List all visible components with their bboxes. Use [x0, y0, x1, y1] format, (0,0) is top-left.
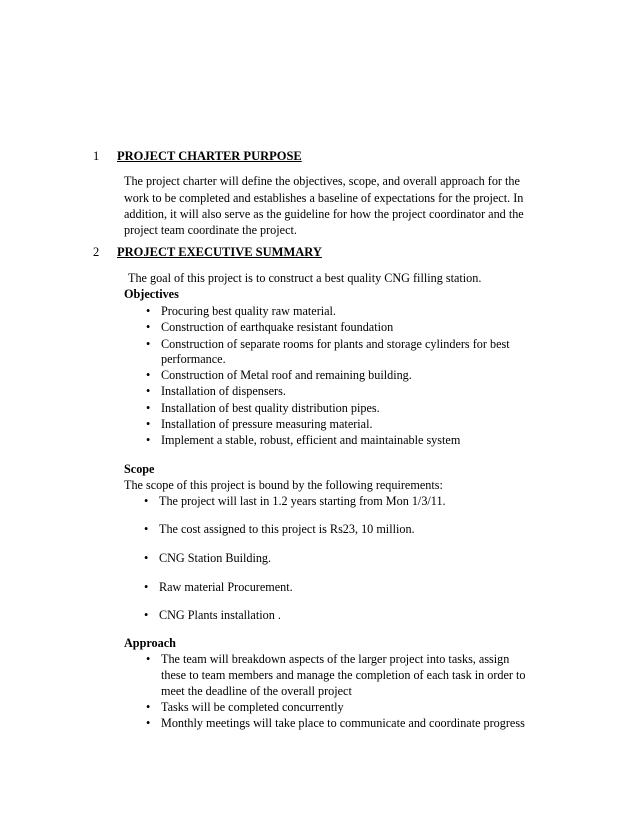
bullet-icon: • — [144, 580, 149, 594]
approach-heading: Approach — [124, 636, 176, 650]
bullet-icon: • — [146, 368, 151, 382]
bullet-icon: • — [146, 384, 151, 398]
bullet-icon: • — [146, 716, 151, 730]
bullet-icon: • — [146, 337, 151, 351]
bullet-icon: • — [144, 494, 149, 508]
section-1-line-4: project team coordinate the project. — [124, 223, 297, 237]
section-1-heading: PROJECT CHARTER PURPOSE — [117, 149, 302, 163]
bullet-icon: • — [146, 700, 151, 714]
bullet-icon: • — [146, 401, 151, 415]
goal-text: The goal of this project is to construct a best quality CNG filling station. — [128, 271, 482, 285]
bullet-icon: • — [146, 433, 151, 447]
bullet-icon: • — [146, 417, 151, 431]
approach-continuation: these to team members and manage the completion of each task in order to — [161, 668, 526, 682]
document-page: 1 PROJECT CHARTER PURPOSE The project charter will define the objectives, scope, and overall approach for the work to be completed and establishes a baseline of expectations for the project. In addition, it will also serve as the guideline for how the project coordinator and the project team coordinate the project. 2 PROJECT EXECUTIVE SUMMARY The goal of this project is to construct a best quality CNG filling station. Objectives • Procuring best quality raw material. • Construction of earthquake resistant foundation • Construction of separate rooms for plants and storage cylinders for best performance. • Construction of Metal roof and remaining building. • Installation of dispensers. • Installation of best quality distribution pipes. • Installation of pressure measuring material. • Implement a stable, robust, efficient and maintainable system Scope The scope of this project is bound by the following requirements: • The project will last in 1.2 years starting from Mon 1/3/11. • The cost assigned to this project is Rs23, 10 million. • CNG Station Building. • Raw material Procurement. • CNG Plants installation . Approach • The team will breakdown aspects of the larger project into tasks, assign these to team members and manage the completion of each task in order to meet the deadline of the overall project • Tasks will be completed concurrently • Monthly meetings will take place to communicate and coordinate progress — [93, 149, 526, 730]
objectives-heading: Objectives — [124, 287, 179, 301]
bullet-icon: • — [146, 304, 151, 318]
scope-heading: Scope — [124, 462, 155, 476]
approach-continuation: meet the deadline of the overall project — [161, 684, 352, 698]
scope-intro: The scope of this project is bound by the following requirements: — [124, 478, 443, 492]
bullet-icon: • — [144, 551, 149, 565]
section-1-line-1: The project charter will define the objectives, scope, and overall approach for the — [124, 174, 520, 188]
bullet-icon: • — [146, 652, 151, 666]
section-1-line-2: work to be completed and establishes a baseline of expectations for the project. In — [124, 191, 524, 205]
objective-continuation: performance. — [161, 352, 226, 366]
bullet-icon: • — [144, 608, 149, 622]
bullet-icon: • — [146, 320, 151, 334]
bullet-icon: • — [144, 522, 149, 536]
section-2-heading: PROJECT EXECUTIVE SUMMARY — [117, 245, 322, 259]
section-1-line-3: addition, it will also serve as the guideline for how the project coordinator and the — [124, 207, 524, 221]
section-2-number: 2 — [93, 245, 100, 259]
section-1-number: 1 — [93, 149, 100, 163]
